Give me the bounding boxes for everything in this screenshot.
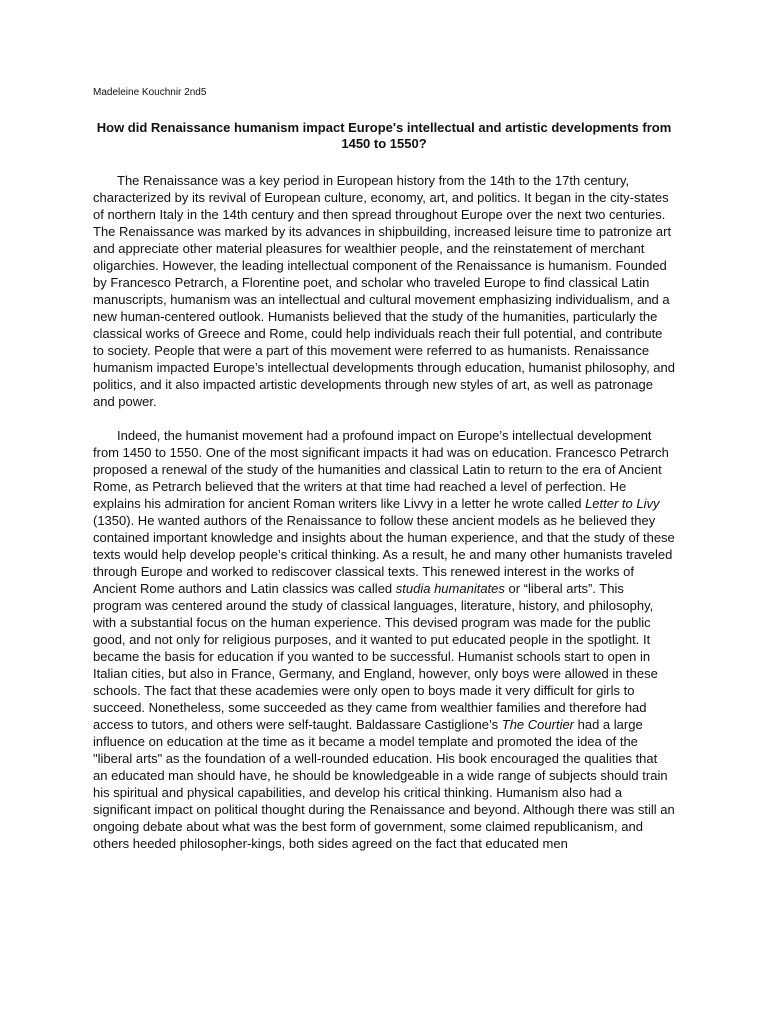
text-run: Indeed, the humanist movement had a profound impact on Europe’s intellectual development from 1450 to 1550. One of the most significant impacts it had was on education. Francesco Petrarch proposed a renewal of the study of the humanities and classical Latin to return to the era of Ancient Rome, as Petrarch believed that the writers at that time had reached a level of perfection. He explains his admiration for ancient Roman writers like Livvy in a letter he wrote called bbox=[93, 428, 669, 511]
italic-title-letter-to-livy: Letter to Livy bbox=[585, 496, 660, 511]
essay-title: How did Renaissance humanism impact Europe's intellectual and artistic developments from 1450 to 1550? bbox=[96, 120, 672, 151]
paragraph-intro bbox=[93, 172, 675, 410]
author-line: Madeleine Kouchnir 2nd5 bbox=[93, 87, 207, 98]
italic-term-studia-humanitates: studia humanitates bbox=[395, 581, 505, 596]
text-run: The Renaissance was a key period in European history from the 14th to the 17th century, characterized by its revival of European culture, economy, art, and politics. It began in the city-states of northern Italy in the 14th century and then spread throughout Europe over the next two centuries. The Renaissance was marked by its advances in shipbuilding, increased leisure time to patronize art and appreciate other material pleasures for wealthier people, and the reinstatement of merchant oligarchies. However, the leading intellectual component of the Renaissance is humanism. Founded by Francesco Petrarch, a Florentine poet, and scholar who traveled Europe to find classical Latin manuscripts, humanism was an intellectual and cultural movement emphasizing individualism, and a new human-centered outlook. Humanists believed that the study of the humanities, particularly the classical works of Greece and Rome, could help individuals reach their full potential, and contribute to society. People that were a part of this movement were referred to as humanists. Renaissance humanism impacted Europe’s intellectual developments through education, humanist philosophy, and politics, and it also impacted artistic developments through new styles of art, as well as patronage and power. bbox=[93, 173, 675, 409]
paragraph-education bbox=[93, 427, 675, 852]
text-run: (1350). He wanted authors of the Renaissance to follow these ancient models as he believed they contained important knowledge and insights about the human experience, and that the study of these texts would help develop people’s critical thinking. As a result, he and many other humanists traveled through Europe and worked to rediscover classical texts. This renewed interest in the works of Ancient Rome authors and Latin classics was called bbox=[93, 513, 675, 596]
text-run: had a large influence on education at the time as it became a model template and promoted the idea of the "liberal arts" as the foundation of a well-rounded education. His book encouraged the qualities that an educated man should have, he should be knowledgeable in a wide range of subjects should train his spiritual and physical capabilities, and develop his critical thinking. Humanism also had a significant impact on political thought during the Renaissance and beyond. Although there was still an ongoing debate about what was the best form of government, some claimed republicanism, and others heeded philosopher-kings, both sides agreed on the fact that educated men bbox=[93, 717, 675, 851]
italic-title-the-courtier: The Courtier bbox=[501, 717, 575, 732]
text-run: or “liberal arts”. This program was centered around the study of classical languages, literature, history, and philosophy, with a substantial focus on the human experience. This devised program was made for the public good, and not only for religious purposes, and it wanted to put educated people in the spotlight. It became the basis for education if you wanted to be successful. Humanist schools start to open in Italian cities, but also in France, Germany, and England, however, only boys were allowed in these schools. The fact that these academies were only open to boys made it very difficult for girls to succeed. Nonetheless, some succeeded as they came from wealthier families and therefore had access to tutors, and others were self-taught. Baldassare Castiglione’s bbox=[93, 581, 658, 732]
